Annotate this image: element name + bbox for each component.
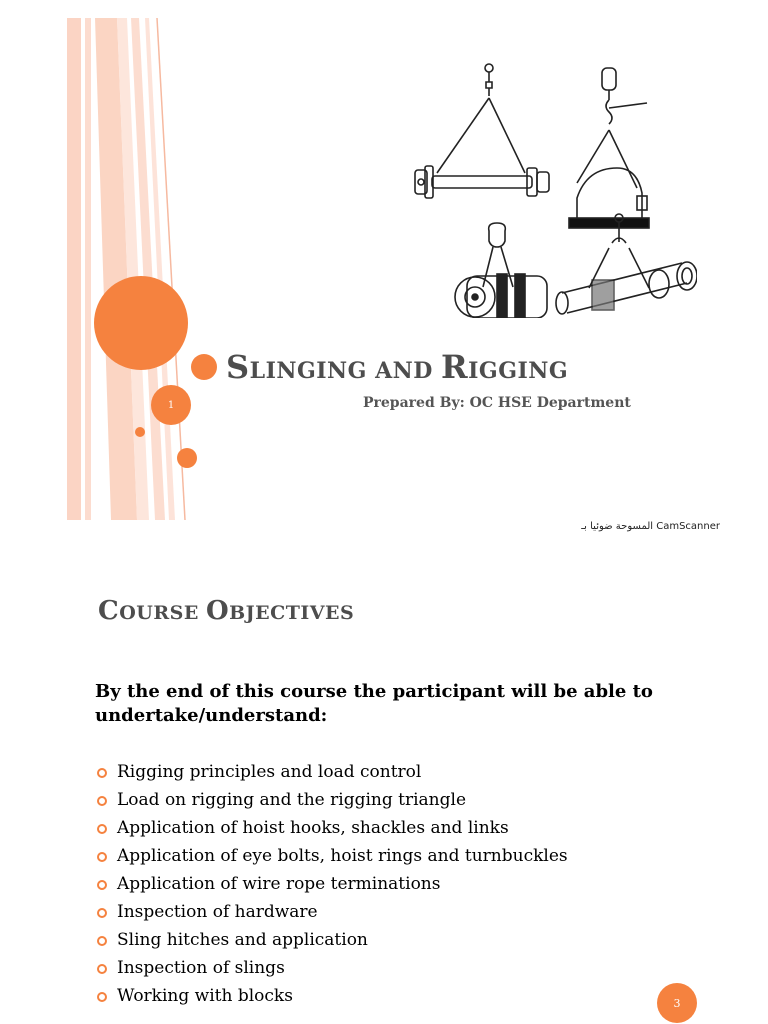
slide-title: COURSE OBJECTIVES	[98, 596, 355, 626]
circle-bullet-icon	[97, 852, 107, 862]
list-item: Rigging principles and load control	[95, 758, 568, 786]
decorative-stripes	[67, 18, 187, 520]
motor-lift-drawing	[569, 68, 649, 228]
large-decor-circle	[94, 276, 188, 370]
shaft-lift-drawing	[415, 64, 549, 198]
pipe-bundle-drawing	[556, 214, 697, 314]
title-slide	[67, 18, 701, 520]
small-decor-circle-bottom	[177, 448, 197, 468]
camscanner-watermark: المسوحة ضوئيا بـ CamScanner	[581, 521, 720, 532]
circle-bullet-icon	[97, 880, 107, 890]
list-item: Sling hitches and application	[95, 926, 568, 954]
rigging-illustration	[397, 48, 697, 318]
list-item: Application of wire rope terminations	[95, 870, 568, 898]
drum-lift-drawing	[455, 223, 547, 318]
objectives-slide	[67, 550, 701, 1024]
circle-bullet-icon	[97, 768, 107, 778]
list-item: Working with blocks	[95, 982, 568, 1010]
circle-bullet-icon	[97, 964, 107, 974]
tiny-decor-circle	[135, 427, 145, 437]
slide-number-badge: 3	[657, 983, 697, 1023]
circle-bullet-icon	[97, 992, 107, 1002]
circle-bullet-icon	[97, 796, 107, 806]
list-item: Application of eye bolts, hoist rings and turnbuckles	[95, 842, 568, 870]
circle-bullet-icon	[97, 908, 107, 918]
slide-title: SLINGING AND RIGGING	[226, 348, 569, 386]
objectives-lead: By the end of this course the participant will be able to undertake/understand:	[95, 681, 653, 726]
list-item: Application of hoist hooks, shackles and links	[95, 814, 568, 842]
list-item: Inspection of slings	[95, 954, 568, 982]
list-item: Inspection of hardware	[95, 898, 568, 926]
list-item: Load on rigging and the rigging triangle	[95, 786, 568, 814]
circle-bullet-icon	[97, 936, 107, 946]
objectives-list	[95, 758, 568, 1010]
small-decor-circle	[191, 354, 217, 380]
slide-subtitle: Prepared By: OC HSE Department	[363, 395, 631, 411]
circle-bullet-icon	[97, 824, 107, 834]
slide-number-badge: 1	[151, 385, 191, 425]
